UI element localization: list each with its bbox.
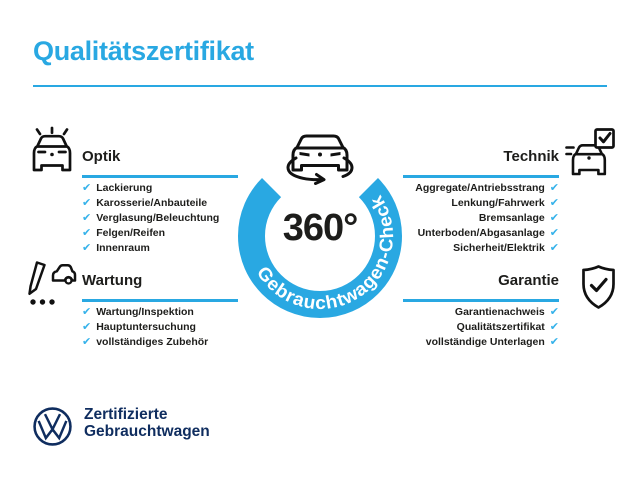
brand-line-2: Gebrauchtwagen — [84, 423, 210, 440]
check-item — [82, 226, 238, 241]
check-item-label: vollständige Unterlagen — [425, 335, 545, 348]
check-item — [82, 241, 238, 256]
check-item — [82, 196, 238, 211]
check-item-label: Karosserie/Anbauteile — [96, 196, 208, 209]
optik-items — [82, 181, 238, 256]
section-wartung — [82, 273, 238, 350]
brand-line-1: Zertifizierte — [84, 406, 168, 423]
check-item — [403, 226, 559, 241]
vw-logo — [32, 406, 73, 447]
section-divider-optik — [82, 175, 238, 178]
check-item-label: Sicherheit/Elektrik — [453, 241, 545, 254]
check-item-label: Innenraum — [96, 241, 150, 254]
section-technik — [403, 149, 559, 256]
check-item — [403, 320, 559, 335]
check-icon: ✔ — [549, 195, 559, 209]
check-icon: ✔ — [549, 319, 559, 333]
check-item-label: vollständiges Zubehör — [96, 335, 209, 348]
check-item-label: Lenkung/Fahrwerk — [451, 196, 545, 209]
check-icon: ✔ — [82, 180, 92, 194]
brand-wordmark — [84, 406, 210, 440]
pencil-checklist-car-icon — [23, 256, 77, 308]
check-item-label: Wartung/Inspektion — [96, 305, 194, 318]
check-icon: ✔ — [549, 304, 559, 318]
check-icon: ✔ — [549, 240, 559, 254]
check-icon: ✔ — [549, 225, 559, 239]
car-shine-icon — [26, 126, 78, 178]
check-item — [403, 335, 559, 350]
car-rotate-icon — [283, 126, 357, 190]
section-divider-wartung — [82, 299, 238, 302]
check-item — [403, 211, 559, 226]
check-icon: ✔ — [82, 210, 92, 224]
check-item — [82, 320, 238, 335]
check-item-label: Unterboden/Abgasanlage — [417, 226, 545, 239]
check-item — [82, 305, 238, 320]
check-item — [82, 211, 238, 226]
check-icon: ✔ — [82, 225, 92, 239]
check-item-label: Garantienachweis — [454, 305, 545, 318]
wartung-items — [82, 305, 238, 350]
page-title: Qualitätszertifikat — [33, 36, 254, 66]
check-icon: ✔ — [82, 334, 92, 348]
check-item-label: Qualitätszertifikat — [456, 320, 545, 333]
check-icon: ✔ — [82, 304, 92, 318]
check-item — [403, 305, 559, 320]
section-divider-garantie — [403, 299, 559, 302]
section-title-technik: Technik — [503, 148, 559, 165]
check-item — [403, 181, 559, 196]
check-item-label: Hauptuntersuchung — [96, 320, 196, 333]
car-checkbox-icon — [564, 126, 618, 180]
check-icon: ✔ — [82, 195, 92, 209]
check-item — [403, 241, 559, 256]
shield-check-icon — [577, 263, 620, 312]
check-item-label: Felgen/Reifen — [96, 226, 166, 239]
ring-label: Gebrauchtwagen-Check — [252, 192, 398, 314]
section-title-wartung: Wartung — [82, 272, 143, 289]
check-item-label: Lackierung — [96, 181, 153, 194]
technik-items — [403, 181, 559, 256]
check-item — [82, 181, 238, 196]
check-item — [403, 196, 559, 211]
check-icon: ✔ — [549, 180, 559, 194]
check-icon: ✔ — [549, 210, 559, 224]
check-icon: ✔ — [82, 319, 92, 333]
check-item-label: Bremsanlage — [478, 211, 545, 224]
title-divider — [33, 85, 607, 87]
check-item-label: Verglasung/Beleuchtung — [96, 211, 220, 224]
check-item — [82, 335, 238, 350]
garantie-items — [403, 305, 559, 350]
check-item-label: Aggregate/Antriebsstrang — [415, 181, 545, 194]
section-optik — [82, 149, 238, 256]
check-icon: ✔ — [549, 334, 559, 348]
section-title-garantie: Garantie — [498, 272, 559, 289]
check-icon: ✔ — [82, 240, 92, 254]
section-title-optik: Optik — [82, 148, 121, 165]
section-garantie — [403, 273, 559, 350]
ring-value: 360° — [282, 207, 358, 249]
section-divider-technik — [403, 175, 559, 178]
